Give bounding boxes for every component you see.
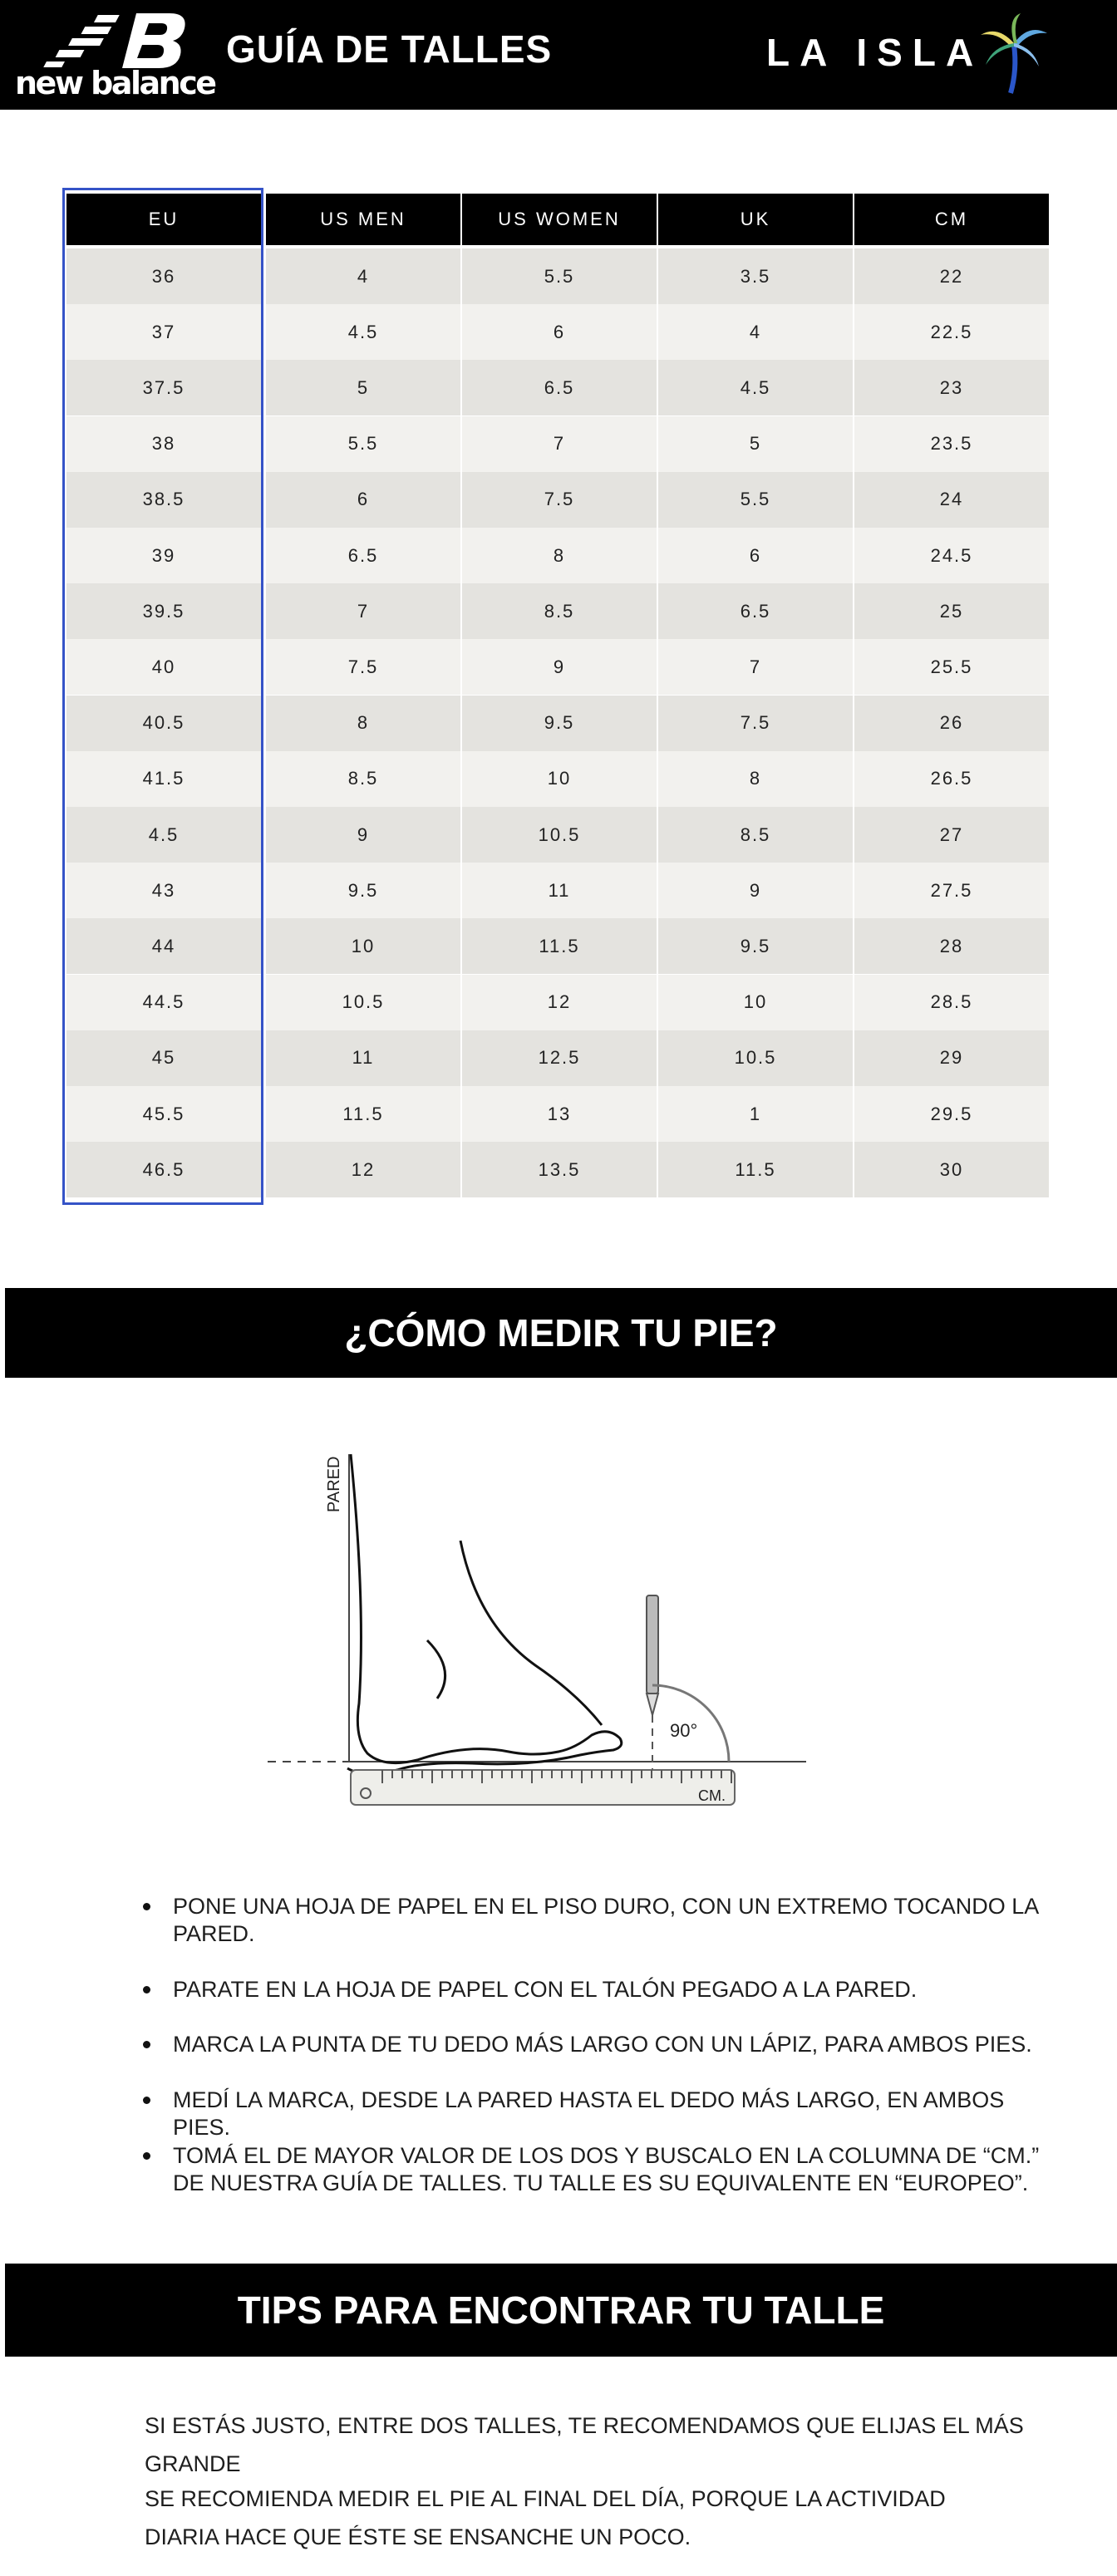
step-1 [143, 1893, 1039, 1948]
tip-2 [145, 2480, 1075, 2556]
column-header-us-women: US WOMEN [462, 194, 657, 245]
table-cell-us-women: 9.5 [462, 696, 657, 751]
table-cell-eu: 45 [66, 1030, 261, 1086]
step-3 [143, 2031, 1032, 2058]
table-cell-uk: 5.5 [658, 472, 853, 528]
table-cell-us-men: 6 [266, 472, 460, 528]
table-cell-cm: 27.5 [854, 863, 1049, 918]
table-cell-us-women: 7 [462, 416, 657, 472]
table-cell-cm: 29.5 [854, 1086, 1049, 1142]
step-2-line-1: PARATE EN LA HOJA DE PAPEL CON EL TALÓN PEGADO A LA PARED. [173, 1977, 918, 2002]
step-4-line-1: MEDÍ LA MARCA, DESDE LA PARED HASTA EL DEDO MÁS LARGO, EN AMBOS PIES. [173, 2087, 1005, 2140]
table-cell-cm: 23.5 [854, 416, 1049, 472]
table-cell-us-women: 11 [462, 863, 657, 918]
table-cell-uk: 6.5 [658, 583, 853, 639]
table-cell-cm: 25.5 [854, 639, 1049, 695]
ruler [351, 1770, 735, 1805]
foot-arch-line [427, 1640, 445, 1698]
table-cell-us-men: 4 [266, 248, 460, 304]
column-header-us-men: US MEN [266, 194, 460, 245]
step-5-line-1: TOMÁ EL DE MAYOR VALOR DE LOS DOS Y BUSCALO EN LA COLUMNA DE “CM.” [173, 2143, 1040, 2168]
table-cell-us-women: 10.5 [462, 807, 657, 863]
table-cell-us-women: 8 [462, 528, 657, 583]
table-cell-us-women: 6 [462, 304, 657, 360]
table-cell-eu: 38 [66, 416, 261, 472]
table-cell-cm: 24.5 [854, 528, 1049, 583]
table-cell-uk: 8 [658, 751, 853, 807]
tip-2-line-1: SE RECOMIENDA MEDIR EL PIE AL FINAL DEL DÍA, PORQUE LA ACTIVIDAD [145, 2486, 946, 2511]
column-header-eu: EU [66, 194, 261, 245]
table-cell-us-men: 8.5 [266, 751, 460, 807]
table-cell-us-women: 13.5 [462, 1142, 657, 1197]
table-cell-us-men: 10 [266, 918, 460, 974]
step-1-line-2: PARED. [173, 1921, 255, 1946]
table-cell-eu: 36 [66, 248, 261, 304]
step-3-line-1: MARCA LA PUNTA DE TU DEDO MÁS LARGO CON UN LÁPIZ, PARA AMBOS PIES. [173, 2032, 1032, 2057]
page-title: GUÍA DE TALLES [226, 27, 553, 71]
table-cell-us-men: 8 [266, 696, 460, 751]
table-cell-us-men: 4.5 [266, 304, 460, 360]
table-cell-us-men: 9 [266, 807, 460, 863]
table-cell-eu: 37 [66, 304, 261, 360]
tip-2-line-2: DIARIA HACE QUE ÉSTE SE ENSANCHE UN POCO. [145, 2524, 691, 2549]
table-cell-eu: 4.5 [66, 807, 261, 863]
table-cell-eu: 45.5 [66, 1086, 261, 1142]
table-cell-cm: 25 [854, 583, 1049, 639]
table-cell-cm: 30 [854, 1142, 1049, 1197]
tip-1-line-1: SI ESTÁS JUSTO, ENTRE DOS TALLES, TE RECOMENDAMOS QUE ELIJAS EL MÁS GRANDE [145, 2413, 1024, 2476]
table-cell-eu: 39 [66, 528, 261, 583]
store-name: LA ISLA [766, 31, 984, 74]
angle-label: 90° [670, 1720, 698, 1741]
table-cell-uk: 3.5 [658, 248, 853, 304]
table-cell-uk: 9.5 [658, 918, 853, 974]
table-cell-uk: 7.5 [658, 696, 853, 751]
table-cell-us-women: 10 [462, 751, 657, 807]
step-1-line-1: PONE UNA HOJA DE PAPEL EN EL PISO DURO, CON UN EXTREMO TOCANDO LA [173, 1894, 1040, 1919]
table-cell-eu: 37.5 [66, 360, 261, 415]
wall-label: PARED [325, 1456, 343, 1512]
bullet-icon [143, 2097, 150, 2104]
table-cell-cm: 22.5 [854, 304, 1049, 360]
table-cell-us-women: 9 [462, 639, 657, 695]
table-cell-us-men: 11 [266, 1030, 460, 1086]
table-cell-uk: 4.5 [658, 360, 853, 415]
table-cell-eu: 41.5 [66, 751, 261, 807]
eu-column-highlight [62, 188, 263, 1205]
leg-foot-outline [347, 1454, 622, 1774]
table-cell-us-men: 5 [266, 360, 460, 415]
table-cell-us-women: 12.5 [462, 1030, 657, 1086]
table-cell-eu: 43 [66, 863, 261, 918]
table-cell-cm: 26.5 [854, 751, 1049, 807]
table-cell-us-women: 5.5 [462, 248, 657, 304]
table-cell-cm: 27 [854, 807, 1049, 863]
table-cell-cm: 26 [854, 696, 1049, 751]
table-cell-uk: 8.5 [658, 807, 853, 863]
table-cell-us-men: 9.5 [266, 863, 460, 918]
table-cell-cm: 23 [854, 360, 1049, 415]
table-cell-us-women: 7.5 [462, 472, 657, 528]
table-cell-uk: 6 [658, 528, 853, 583]
foot-top-outline [460, 1541, 602, 1725]
table-cell-us-men: 11.5 [266, 1086, 460, 1142]
table-cell-eu: 39.5 [66, 583, 261, 639]
step-4 [143, 2087, 1041, 2141]
table-cell-us-men: 5.5 [266, 416, 460, 472]
table-cell-cm: 28 [854, 918, 1049, 974]
table-cell-us-men: 10.5 [266, 975, 460, 1030]
table-cell-us-women: 12 [462, 975, 657, 1030]
table-cell-us-men: 12 [266, 1142, 460, 1197]
table-cell-us-women: 13 [462, 1086, 657, 1142]
bullet-icon [143, 2041, 150, 2048]
table-cell-us-women: 11.5 [462, 918, 657, 974]
table-cell-uk: 11.5 [658, 1142, 853, 1197]
table-cell-uk: 5 [658, 416, 853, 472]
table-cell-cm: 28.5 [854, 975, 1049, 1030]
table-cell-us-women: 6.5 [462, 360, 657, 415]
table-cell-cm: 22 [854, 248, 1049, 304]
bullet-icon [143, 2152, 150, 2160]
table-cell-uk: 9 [658, 863, 853, 918]
table-cell-uk: 7 [658, 639, 853, 695]
table-cell-cm: 24 [854, 472, 1049, 528]
table-cell-eu: 38.5 [66, 472, 261, 528]
table-cell-uk: 4 [658, 304, 853, 360]
step-2 [143, 1976, 917, 2003]
bullet-icon [143, 1903, 150, 1910]
brand-wordmark: new balance [15, 65, 215, 101]
table-cell-us-men: 6.5 [266, 528, 460, 583]
ruler-label: CM. [698, 1787, 726, 1804]
bullet-icon [143, 1986, 150, 1993]
page-header [0, 0, 1117, 110]
table-cell-us-men: 7 [266, 583, 460, 639]
table-cell-eu: 40.5 [66, 696, 261, 751]
table-cell-eu: 46.5 [66, 1142, 261, 1197]
palm-tree-icon [977, 12, 1049, 95]
column-header-cm: CM [854, 194, 1049, 245]
table-cell-cm: 29 [854, 1030, 1049, 1086]
step-5-line-2: DE NUESTRA GUÍA DE TALLES. TU TALLE ES SU EQUIVALENTE EN “EUROPEO”. [173, 2170, 1029, 2195]
column-header-uk: UK [658, 194, 853, 245]
table-cell-eu: 40 [66, 639, 261, 695]
foot-measurement-diagram [258, 1438, 839, 1836]
table-cell-us-men: 7.5 [266, 639, 460, 695]
table-cell-eu: 44 [66, 918, 261, 974]
table-cell-uk: 1 [658, 1086, 853, 1142]
table-cell-uk: 10.5 [658, 1030, 853, 1086]
table-cell-us-women: 8.5 [462, 583, 657, 639]
table-cell-uk: 10 [658, 975, 853, 1030]
measure-section-banner: ¿CÓMO MEDIR TU PIE? [5, 1288, 1117, 1378]
table-cell-eu: 44.5 [66, 975, 261, 1030]
step-5 [143, 2142, 1039, 2197]
tips-section-banner: TIPS PARA ENCONTRAR TU TALLE [5, 2264, 1117, 2357]
tip-1 [145, 2406, 1075, 2483]
